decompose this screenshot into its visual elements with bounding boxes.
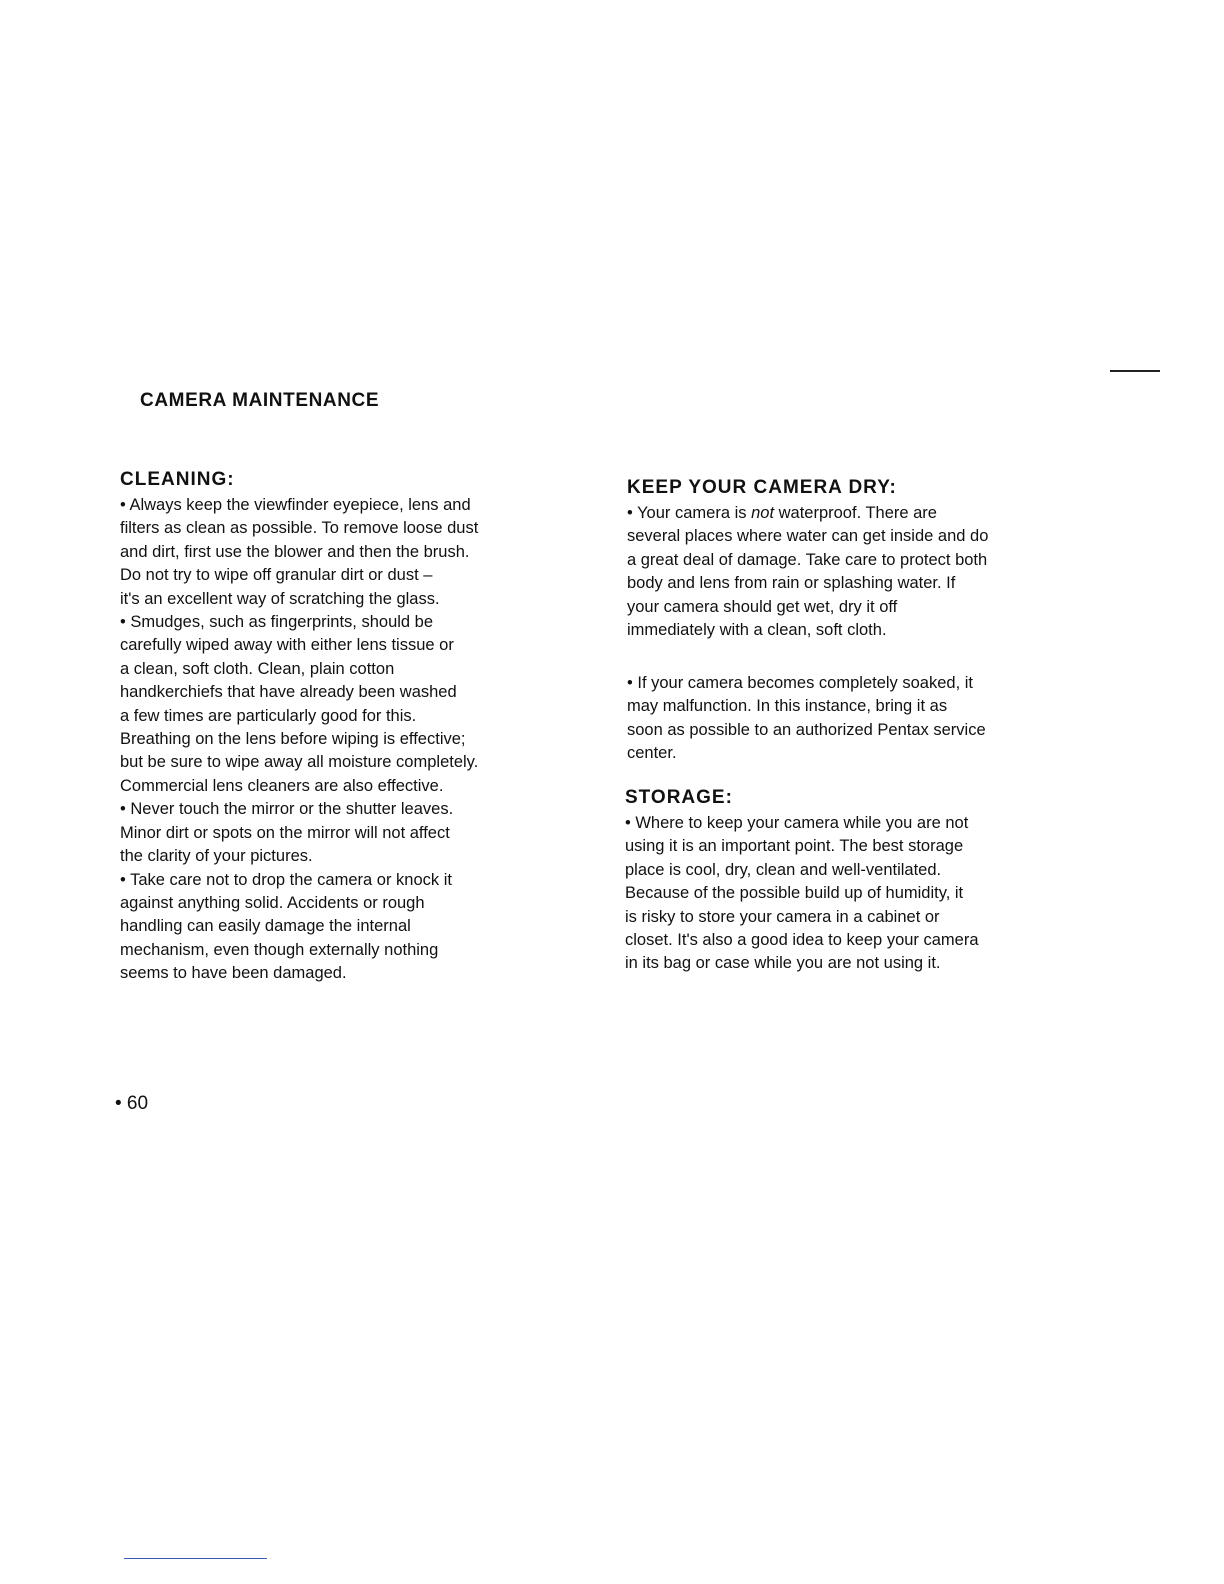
keep-dry-first-line-start: • Your camera is	[627, 504, 752, 522]
cleaning-line: mechanism, even though externally nothing	[120, 940, 439, 959]
cleaning-heading: CLEANING:	[120, 469, 235, 490]
cleaning-line: • Never touch the mirror or the shutter leaves.	[120, 800, 454, 819]
cleaning-text	[120, 494, 590, 986]
storage-line: Because of the possible build up of humidity, it	[625, 884, 964, 903]
cleaning-line: • Always keep the viewfinder eyepiece, lens and	[120, 496, 471, 514]
keep-dry-line: several places where water can get inside and do	[627, 527, 989, 546]
storage-line: using it is an important point. The best storage	[625, 837, 964, 856]
soaked-section	[627, 672, 1097, 766]
cleaning-line: and dirt, first use the blower and then the brush.	[120, 542, 470, 561]
cleaning-line: it's an excellent way of scratching the glass.	[120, 589, 440, 608]
cleaning-line: a clean, soft cloth. Clean, plain cotton	[120, 659, 395, 678]
cleaning-line: but be sure to wipe away all moisture completely.	[120, 753, 479, 772]
storage-heading: STORAGE:	[625, 787, 733, 808]
keep-dry-first-line	[627, 502, 1097, 525]
edge-rule	[1110, 370, 1160, 372]
soaked-line: center.	[627, 744, 677, 763]
cleaning-line: carefully wiped away with either lens tissue or	[120, 636, 454, 655]
cleaning-section	[120, 469, 590, 986]
cleaning-line: the clarity of your pictures.	[120, 847, 313, 866]
keep-dry-section	[627, 477, 1097, 642]
soaked-line: may malfunction. In this instance, bring it as	[627, 697, 948, 716]
storage-line: closet. It's also a good idea to keep your camera	[625, 931, 979, 950]
cleaning-line: seems to have been damaged.	[120, 964, 347, 983]
storage-section	[625, 787, 1095, 976]
cleaning-line: Commercial lens cleaners are also effective.	[120, 776, 444, 795]
keep-dry-line: immediately with a clean, soft cloth.	[627, 621, 887, 640]
page-number: • 60	[115, 1093, 149, 1114]
soaked-line: • If your camera becomes completely soaked, it	[627, 674, 974, 692]
soaked-text	[627, 672, 1097, 766]
cleaning-line: against anything solid. Accidents or rough	[120, 893, 425, 912]
cleaning-line: Do not try to wipe off granular dirt or dust –	[120, 566, 433, 585]
keep-dry-line: body and lens from rain or splashing water. If	[627, 574, 956, 593]
storage-line: • Where to keep your camera while you are not	[625, 814, 969, 832]
cleaning-line: a few times are particularly good for this.	[120, 706, 417, 725]
keep-dry-line: a great deal of damage. Take care to protect both	[627, 550, 988, 569]
storage-line: in its bag or case while you are not using it.	[625, 954, 941, 973]
cleaning-line: • Smudges, such as fingerprints, should be	[120, 613, 434, 632]
keep-dry-heading: KEEP YOUR CAMERA DRY:	[627, 477, 897, 498]
page-title: CAMERA MAINTENANCE	[140, 390, 380, 411]
not-emphasis: not	[751, 504, 775, 522]
keep-dry-text	[627, 502, 1097, 642]
storage-text	[625, 812, 1095, 976]
bottom-rule	[124, 1558, 267, 1559]
storage-line: is risky to store your camera in a cabinet or	[625, 907, 940, 926]
cleaning-line: handling can easily damage the internal	[120, 917, 411, 936]
keep-dry-first-line-end: waterproof. There are	[774, 504, 937, 522]
cleaning-line: handkerchiefs that have already been washed	[120, 683, 457, 702]
cleaning-line: Minor dirt or spots on the mirror will not affect	[120, 823, 450, 842]
cleaning-line: filters as clean as possible. To remove loose dust	[120, 519, 479, 538]
storage-line: place is cool, dry, clean and well-ventilated.	[625, 860, 942, 879]
soaked-line: soon as possible to an authorized Pentax service	[627, 720, 986, 739]
cleaning-line: Breathing on the lens before wiping is effective;	[120, 730, 466, 749]
keep-dry-line: your camera should get wet, dry it off	[627, 597, 898, 616]
cleaning-line: • Take care not to drop the camera or knock it	[120, 870, 452, 889]
